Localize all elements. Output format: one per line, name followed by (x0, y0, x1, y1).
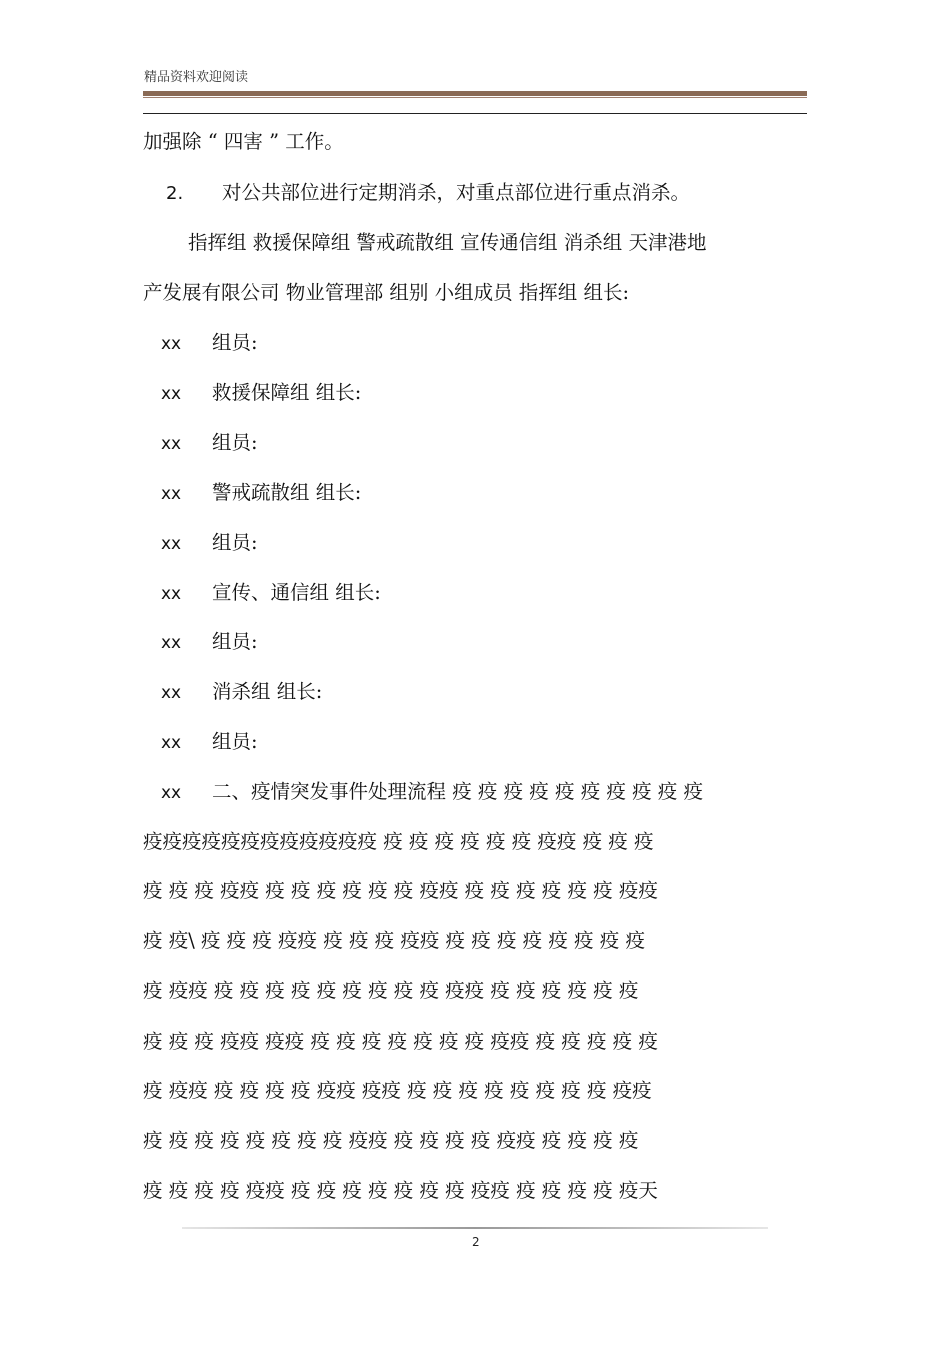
member-row (161, 381, 361, 406)
member-row (161, 680, 322, 705)
member-row (161, 780, 703, 805)
member-row (161, 481, 361, 506)
body-line-4: 产发展有限公司 物业管理部 组别 小组成员 指挥组 组长: (143, 281, 630, 304)
list-number: 2. (166, 183, 184, 204)
row-prefix: xx (161, 633, 182, 653)
row-text: 组员: (212, 331, 258, 354)
row-prefix: xx (161, 783, 182, 803)
row-text: 组员: (212, 630, 258, 653)
para-line: 疫 疫 疫 疫疫 疫 疫 疫 疫 疫 疫 疫疫 疫 疫 疫 疫 疫 疫 疫疫 (143, 879, 658, 902)
row-text: 组员: (212, 431, 258, 454)
body-line-2 (166, 181, 690, 206)
para-line: 疫 疫疫 疫 疫 疫 疫 疫 疫 疫 疫 疫 疫疫 疫 疫 疫 疫 疫 疫 (143, 979, 639, 1002)
row-prefix: xx (161, 584, 182, 604)
page-header: 精品资料欢迎阅读 (144, 70, 249, 85)
member-row (161, 630, 258, 655)
para-line: 疫 疫\ 疫 疫 疫 疫疫 疫 疫 疫 疫疫 疫 疫 疫 疫 疫 疫 疫 疫 (143, 929, 645, 952)
row-text: 组员: (212, 531, 258, 554)
footer-rule (182, 1227, 768, 1229)
member-row (161, 581, 381, 606)
member-row (161, 331, 258, 356)
row-text: 警戒疏散组 组长: (212, 481, 362, 504)
para-line: 疫 疫 疫 疫疫 疫疫 疫 疫 疫 疫 疫 疫 疫 疫疫 疫 疫 疫 疫 疫 (143, 1030, 658, 1053)
header-rule-bottom (143, 113, 807, 114)
para-line: 疫 疫疫 疫 疫 疫 疫 疫疫 疫疫 疫 疫 疫 疫 疫 疫 疫 疫 疫疫 (143, 1079, 652, 1102)
row-prefix: xx (161, 534, 182, 554)
header-rule-thin (143, 97, 807, 98)
row-text: 二、疫情突发事件处理流程 疫 疫 疫 疫 疫 疫 疫 疫 疫 疫 (212, 780, 703, 803)
row-prefix: xx (161, 733, 182, 753)
member-row (161, 730, 258, 755)
row-prefix: xx (161, 334, 182, 354)
list-text: 对公共部位进行定期消杀，对重点部位进行重点消杀。 (222, 181, 691, 204)
body-line-3: 指挥组 救援保障组 警戒疏散组 宣传通信组 消杀组 天津港地 (188, 231, 707, 254)
para-line: 疫 疫 疫 疫 疫疫 疫 疫 疫 疫 疫 疫 疫 疫疫 疫 疫 疫 疫 疫天 (143, 1179, 658, 1202)
row-prefix: xx (161, 434, 182, 454)
row-prefix: xx (161, 683, 182, 703)
page-number: 2 (472, 1235, 480, 1249)
row-text: 宣传、通信组 组长: (212, 581, 381, 604)
body-line-1: 加强除 “ 四害 ” 工作。 (143, 130, 344, 153)
para-line: 疫 疫 疫 疫 疫 疫 疫 疫 疫疫 疫 疫 疫 疫 疫疫 疫 疫 疫 疫 (143, 1129, 639, 1152)
row-text: 消杀组 组长: (212, 680, 323, 703)
member-row (161, 431, 258, 456)
row-text: 组员: (212, 730, 258, 753)
row-prefix: xx (161, 484, 182, 504)
header-rule-thick (143, 91, 807, 96)
member-row (161, 531, 258, 556)
para-line: 疫疫疫疫疫疫疫疫疫疫疫疫 疫 疫 疫 疫 疫 疫 疫疫 疫 疫 疫 (143, 830, 654, 853)
row-prefix: xx (161, 384, 182, 404)
row-text: 救援保障组 组长: (212, 381, 362, 404)
